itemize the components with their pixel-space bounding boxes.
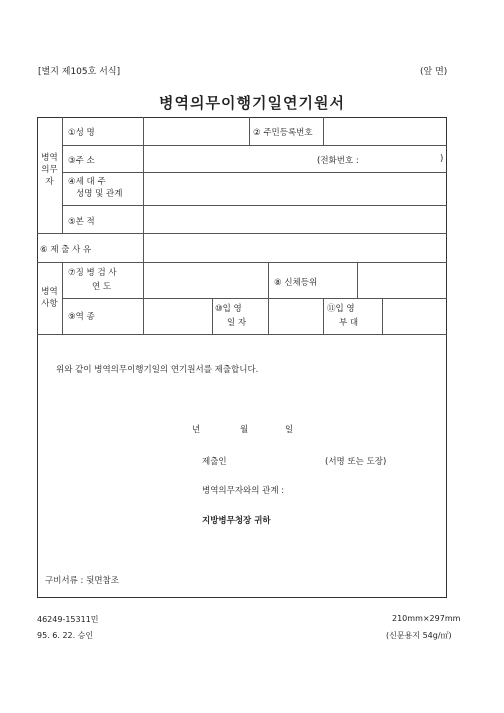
grid-line bbox=[323, 298, 324, 334]
date-year-label: 년 bbox=[192, 425, 201, 435]
field-label-enlist-date: ⑩입 영 일 자 bbox=[215, 304, 247, 328]
signature-note: (서명 또는 도장) bbox=[325, 457, 387, 467]
paper-size: 210mm×297mm bbox=[392, 614, 461, 623]
field-label-branch: ⑨역 종 bbox=[68, 312, 95, 322]
branch-input[interactable] bbox=[144, 299, 211, 333]
form-code: 46249-15311민 bbox=[37, 615, 99, 624]
paper-type: (신문용지 54g/㎡) bbox=[386, 631, 452, 640]
submitter-input[interactable] bbox=[240, 451, 320, 467]
field-label-rrn: ② 주민등록번호 bbox=[253, 128, 313, 138]
field-label-domicile: ⑤본 적 bbox=[68, 217, 95, 227]
householder-input[interactable] bbox=[144, 173, 446, 204]
field-label-exam-year: ⑦징 병 검 사 연 도 bbox=[68, 268, 117, 292]
grid-line bbox=[62, 262, 63, 334]
date-day-label: 일 bbox=[285, 425, 294, 435]
exam-year-input[interactable] bbox=[144, 263, 267, 297]
relation-label: 병역의무자와의 관계 : bbox=[202, 486, 285, 496]
reason-input[interactable] bbox=[144, 234, 446, 261]
attachments-note: 구비서류 : 뒷면참조 bbox=[45, 576, 119, 586]
grid-line bbox=[212, 298, 213, 334]
field-label-name: ①성 명 bbox=[68, 128, 95, 138]
statement-text: 위와 같이 병역의무이행기일의 연기원서를 제출합니다. bbox=[56, 365, 259, 375]
date-month-label: 월 bbox=[240, 425, 249, 435]
field-label-address: ③주 소 bbox=[68, 156, 95, 166]
section-label-service: 병역 사항 bbox=[41, 287, 58, 309]
grid-line bbox=[37, 334, 447, 335]
relation-input[interactable] bbox=[298, 480, 398, 496]
grid-line bbox=[62, 117, 63, 233]
field-label-reason: ⑥ 제 출 사 유 bbox=[40, 245, 92, 255]
field-label-enlist-unit: ⑪입 영 부 대 bbox=[327, 304, 359, 328]
page-side-label: (앞 면) bbox=[420, 67, 448, 77]
submitter-label: 제출인 bbox=[202, 457, 227, 467]
approval-date: 95. 6. 22. 승인 bbox=[37, 631, 94, 640]
phone-label: (전화번호 : bbox=[317, 156, 359, 166]
addressee-text: 지방병무청장 귀하 bbox=[202, 516, 271, 526]
field-label-grade: ⑧ 신체등위 bbox=[274, 278, 318, 288]
name-input[interactable] bbox=[144, 118, 248, 144]
document-title: 병역의무이행기일연기원서 bbox=[159, 94, 345, 112]
phone-close: ) bbox=[440, 154, 444, 164]
grade-input[interactable] bbox=[358, 263, 446, 297]
grid-line bbox=[249, 117, 250, 145]
address-input[interactable] bbox=[144, 146, 314, 171]
form-reference: [별지 제105호 서식] bbox=[38, 67, 121, 77]
rrn-input[interactable] bbox=[324, 118, 446, 144]
domicile-input[interactable] bbox=[144, 206, 446, 232]
enlist-unit-input[interactable] bbox=[383, 299, 446, 333]
field-label-householder: ④세 대 주 성명 및 관계 bbox=[68, 177, 123, 199]
section-label-conscript: 병역 의무 자 bbox=[41, 153, 58, 187]
enlist-date-input[interactable] bbox=[269, 299, 322, 333]
